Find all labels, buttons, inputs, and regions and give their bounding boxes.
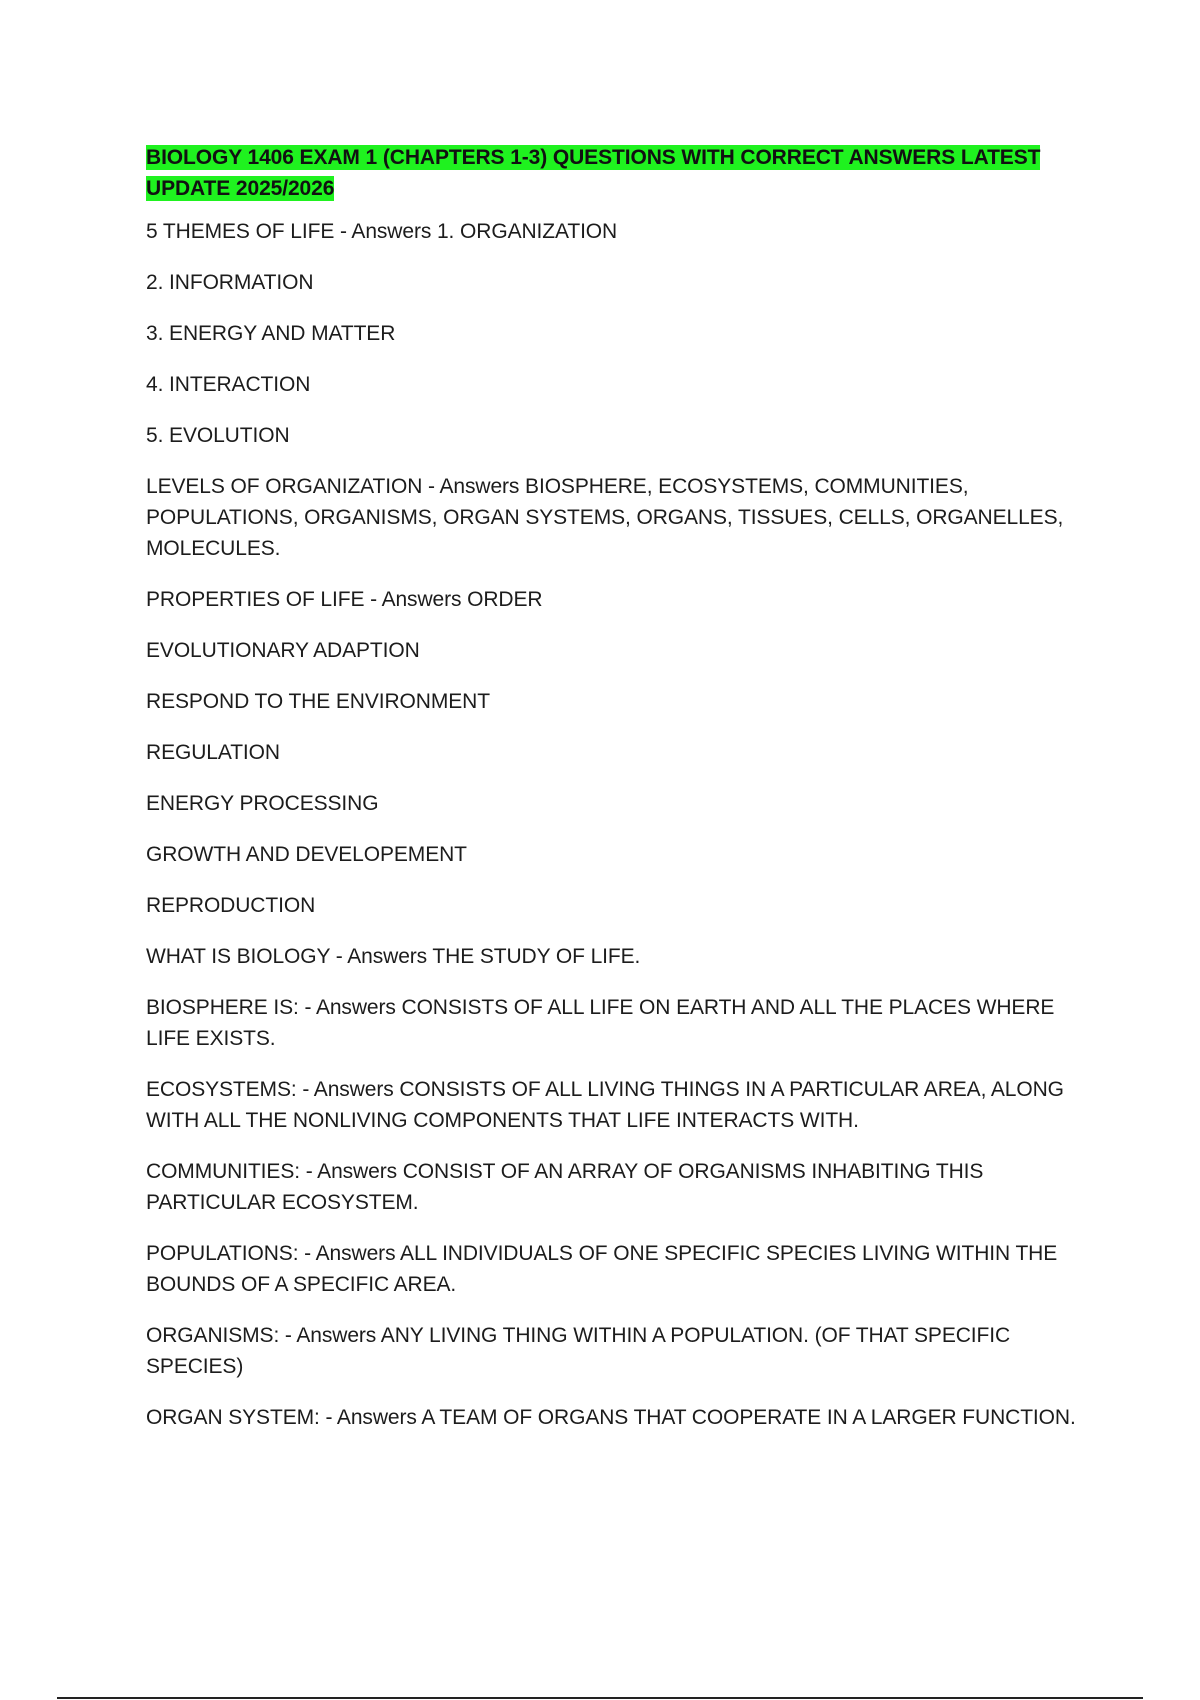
paragraph-growth-development: GROWTH AND DEVELOPEMENT	[146, 843, 467, 866]
paragraph-communities: COMMUNITIES: - Answers CONSIST OF AN ARRAY OF ORGANISMS INHABITING THIS PARTICULAR ECOSYSTEM.	[146, 1160, 984, 1214]
paragraph-reproduction: REPRODUCTION	[146, 894, 316, 917]
paragraph-biosphere: BIOSPHERE IS: - Answers CONSISTS OF ALL LIFE ON EARTH AND ALL THE PLACES WHERE LIFE EXISTS.	[146, 996, 1055, 1050]
paragraph-respond-environment: RESPOND TO THE ENVIRONMENT	[146, 690, 490, 713]
paragraph-properties-of-life: PROPERTIES OF LIFE - Answers ORDER	[146, 588, 543, 611]
document-title	[146, 142, 1086, 204]
paragraph-organ-system: ORGAN SYSTEM: - Answers A TEAM OF ORGANS THAT COOPERATE IN A LARGER FUNCTION.	[146, 1406, 1076, 1429]
paragraph-levels-of-organization: LEVELS OF ORGANIZATION - Answers BIOSPHERE, ECOSYSTEMS, COMMUNITIES, POPULATIONS, ORGANISMS, ORGAN SYSTEMS, ORGANS, TISSUES, CELLS, ORGANELLES, MOLECULES.	[146, 475, 1064, 560]
paragraph-regulation: REGULATION	[146, 741, 280, 764]
title-highlight: BIOLOGY 1406 EXAM 1 (CHAPTERS 1-3) QUESTIONS WITH CORRECT ANSWERS LATEST UPDATE 2025/2026	[146, 146, 1041, 200]
document-page	[146, 142, 1086, 1453]
footer-divider	[57, 1697, 1143, 1699]
paragraph-organisms: ORGANISMS: - Answers ANY LIVING THING WITHIN A POPULATION. (OF THAT SPECIFIC SPECIES)	[146, 1324, 1011, 1378]
paragraph-theme-interaction: 4. INTERACTION	[146, 373, 311, 396]
paragraph-populations: POPULATIONS: - Answers ALL INDIVIDUALS OF ONE SPECIFIC SPECIES LIVING WITHIN THE BOUNDS OF A SPECIFIC AREA.	[146, 1242, 1058, 1296]
paragraph-themes-of-life: 5 THEMES OF LIFE - Answers 1. ORGANIZATION	[146, 220, 618, 243]
paragraph-theme-evolution: 5. EVOLUTION	[146, 424, 290, 447]
paragraph-ecosystems: ECOSYSTEMS: - Answers CONSISTS OF ALL LIVING THINGS IN A PARTICULAR AREA, ALONG WITH ALL THE NONLIVING COMPONENTS THAT LIFE INTERACTS WITH.	[146, 1078, 1064, 1132]
paragraph-theme-information: 2. INFORMATION	[146, 271, 314, 294]
paragraph-evolutionary-adaption: EVOLUTIONARY ADAPTION	[146, 639, 420, 662]
paragraph-what-is-biology: WHAT IS BIOLOGY - Answers THE STUDY OF LIFE.	[146, 945, 641, 968]
paragraph-energy-processing: ENERGY PROCESSING	[146, 792, 379, 815]
paragraph-theme-energy-matter: 3. ENERGY AND MATTER	[146, 322, 396, 345]
